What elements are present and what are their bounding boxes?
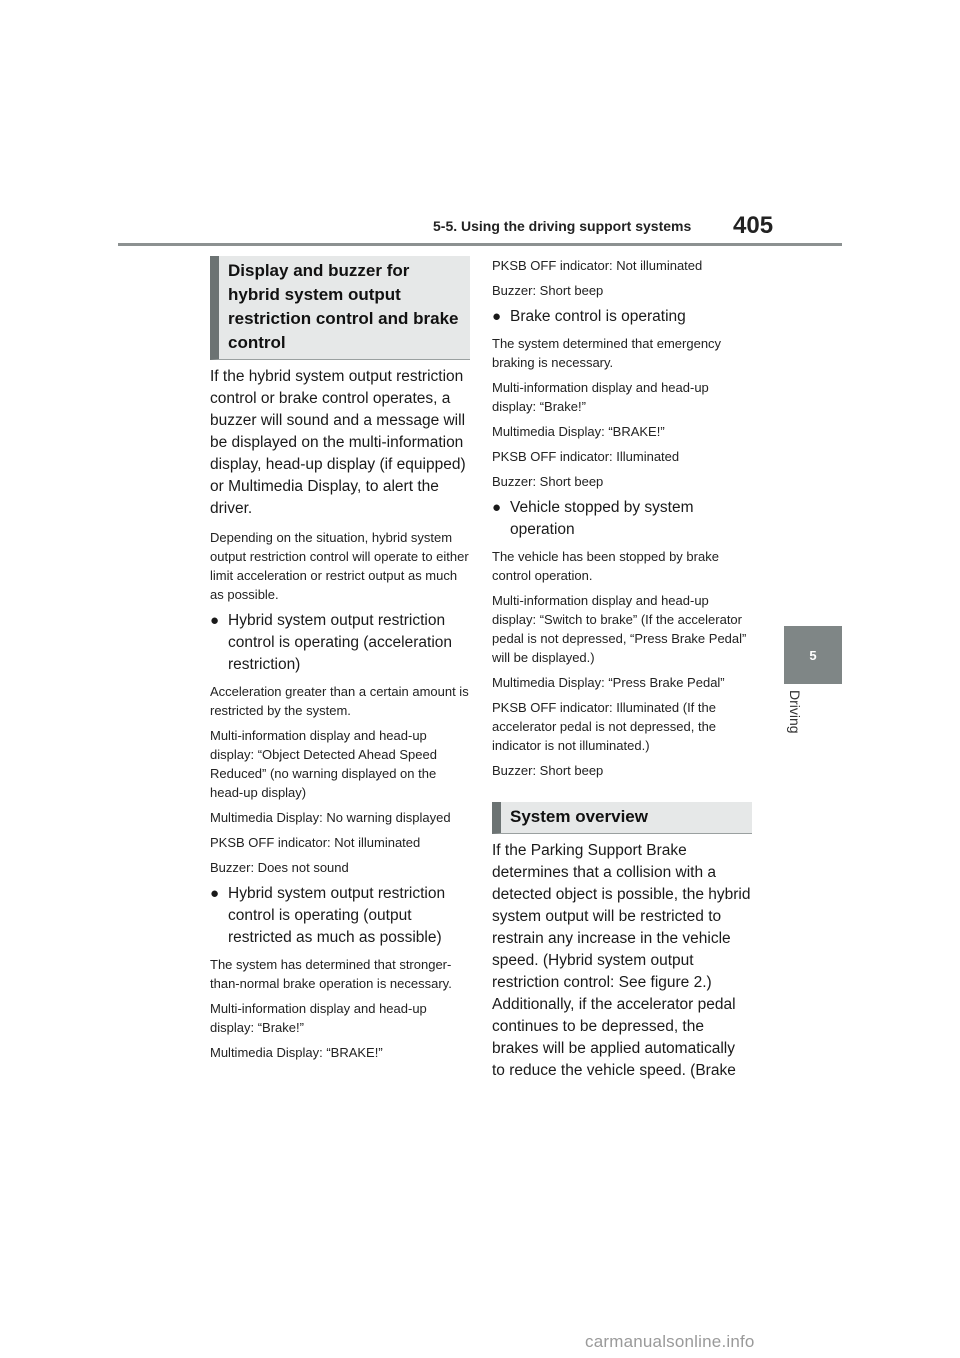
header-section-title: 5-5. Using the driving support systems (433, 218, 692, 234)
left-column (210, 256, 470, 1068)
detail-line: Multimedia Display: No warning displayed (210, 810, 451, 825)
detail-line: PKSB OFF indicator: Not illuminated (492, 258, 703, 273)
bullet-dot-icon: ● (210, 885, 220, 902)
detail-line: Multi-information display and head-up display: “Switch to brake” (If the accelerator pedal is not depressed, “Press Brake Pedal” will be displayed.) (492, 593, 747, 665)
bullet-dot-icon: ● (492, 499, 502, 516)
bullet-text: Brake control is operating (510, 308, 686, 325)
note-paragraph: Depending on the situation, hybrid system output restriction control will operate to either limit acceleration or restrict output as much as possible. (210, 530, 469, 602)
bullet-output-restricted (210, 883, 470, 949)
detail-line: Buzzer: Does not sound (210, 860, 349, 875)
section-heading-system-overview: System overview (492, 802, 752, 834)
bullet-vehicle-stopped (492, 497, 752, 541)
bullet-dot-icon: ● (492, 308, 502, 325)
watermark: carmanualsonline.info (585, 1332, 755, 1351)
bullet-acceleration-restriction (210, 610, 470, 676)
bullet-text: Hybrid system output restriction control is operating (output restricted as much as possible) (228, 885, 446, 946)
intro-paragraph: If the hybrid system output restriction control or brake control operates, a buzzer will sound and a message will be displayed on the multi-information display, head-up display (if equipped) or Multimedia Display, to alert the driver. (210, 368, 466, 517)
chapter-label: Driving (787, 690, 803, 734)
detail-line: Multimedia Display: “Press Brake Pedal” (492, 675, 725, 690)
detail-line: Buzzer: Short beep (492, 283, 604, 298)
bullet-text: Vehicle stopped by system operation (510, 499, 694, 538)
detail-line: Multimedia Display: “BRAKE!” (210, 1045, 383, 1060)
section-heading-display-buzzer: Display and buzzer for hybrid system output restriction control and brake control (210, 256, 470, 360)
page-number: 405 (733, 212, 774, 239)
detail-line: Multi-information display and head-up display: “Brake!” (210, 1001, 427, 1035)
chapter-tab[interactable]: 5 (784, 626, 842, 684)
detail-line: PKSB OFF indicator: Illuminated (492, 449, 680, 464)
header-rule (118, 243, 842, 246)
detail-line: The system has determined that stronger-than-normal brake operation is necessary. (210, 957, 452, 991)
overview-paragraph: If the Parking Support Brake determines that a collision with a detected object is possible, the hybrid system output will be restricted to restrain any increase in the vehicle speed. (Hybrid system output restriction control: See figure 2.) Additionally, if the accelerator pedal continues to be depressed, the brakes will be applied automatically to reduce the vehicle speed. (Brake (492, 842, 751, 1079)
detail-line: Buzzer: Short beep (492, 763, 604, 778)
bullet-brake-control (492, 306, 752, 328)
detail-line: The system determined that emergency braking is necessary. (492, 336, 722, 370)
detail-line: Buzzer: Short beep (492, 474, 604, 489)
detail-line: The vehicle has been stopped by brake control operation. (492, 549, 719, 583)
right-column (492, 256, 752, 1090)
detail-line: PKSB OFF indicator: Not illuminated (210, 835, 421, 850)
detail-line: PKSB OFF indicator: Illuminated (If the accelerator pedal is not depressed, the indicator is not illuminated.) (492, 700, 717, 753)
detail-line: Multi-information display and head-up display: “Brake!” (492, 380, 709, 414)
detail-line: Multi-information display and head-up display: “Object Detected Ahead Speed Reduced” (no warning displayed on the head-up display) (210, 728, 437, 800)
detail-line: Multimedia Display: “BRAKE!” (492, 424, 665, 439)
bullet-dot-icon: ● (210, 612, 220, 629)
detail-line: Acceleration greater than a certain amount is restricted by the system. (210, 684, 469, 718)
bullet-text: Hybrid system output restriction control is operating (acceleration restriction) (228, 612, 453, 673)
